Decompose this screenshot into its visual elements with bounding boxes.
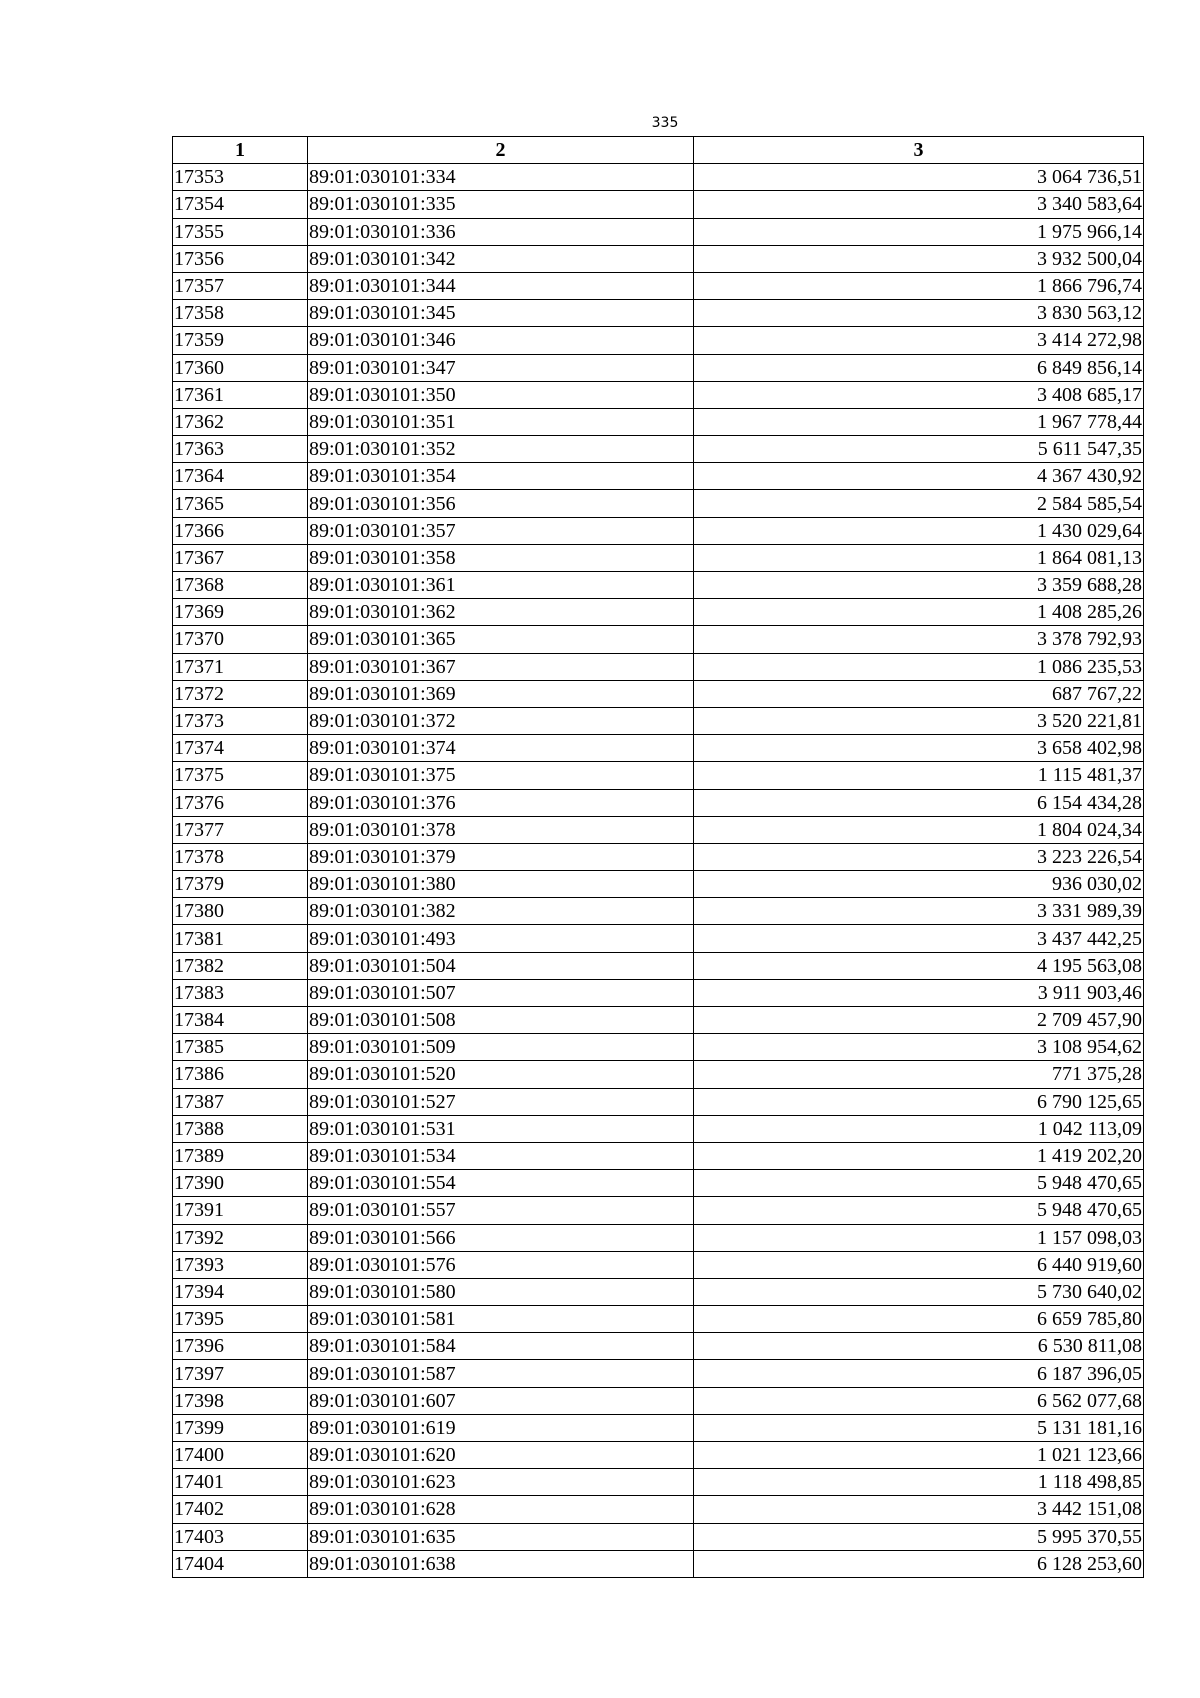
row-number-cell: 17356 bbox=[173, 245, 308, 272]
value-cell: 1 118 498,85 bbox=[694, 1469, 1144, 1496]
table-row bbox=[173, 952, 1144, 979]
value-cell: 1 967 778,44 bbox=[694, 408, 1144, 435]
cadastral-number-cell: 89:01:030101:347 bbox=[308, 354, 694, 381]
column-header-1: 1 bbox=[173, 137, 308, 164]
value-cell: 3 658 402,98 bbox=[694, 735, 1144, 762]
value-cell: 3 414 272,98 bbox=[694, 327, 1144, 354]
value-cell: 6 128 253,60 bbox=[694, 1550, 1144, 1577]
table-row bbox=[173, 735, 1144, 762]
cadastral-number-cell: 89:01:030101:344 bbox=[308, 272, 694, 299]
value-cell: 6 154 434,28 bbox=[694, 789, 1144, 816]
row-number-cell: 17401 bbox=[173, 1469, 308, 1496]
value-cell: 1 419 202,20 bbox=[694, 1142, 1144, 1169]
row-number-cell: 17389 bbox=[173, 1142, 308, 1169]
table-row bbox=[173, 789, 1144, 816]
table-row bbox=[173, 354, 1144, 381]
cadastral-number-cell: 89:01:030101:557 bbox=[308, 1197, 694, 1224]
table-row bbox=[173, 1469, 1144, 1496]
table-row bbox=[173, 626, 1144, 653]
cadastral-number-cell: 89:01:030101:619 bbox=[308, 1414, 694, 1441]
table-row bbox=[173, 1224, 1144, 1251]
cadastral-number-cell: 89:01:030101:520 bbox=[308, 1061, 694, 1088]
value-cell: 6 849 856,14 bbox=[694, 354, 1144, 381]
value-cell: 1 430 029,64 bbox=[694, 517, 1144, 544]
cadastral-number-cell: 89:01:030101:372 bbox=[308, 707, 694, 734]
cadastral-number-cell: 89:01:030101:346 bbox=[308, 327, 694, 354]
table-body bbox=[173, 164, 1144, 1578]
value-cell: 687 767,22 bbox=[694, 680, 1144, 707]
cadastral-number-cell: 89:01:030101:356 bbox=[308, 490, 694, 517]
cadastral-number-cell: 89:01:030101:378 bbox=[308, 816, 694, 843]
table-row bbox=[173, 218, 1144, 245]
table-row bbox=[173, 490, 1144, 517]
row-number-cell: 17385 bbox=[173, 1034, 308, 1061]
table-row bbox=[173, 1387, 1144, 1414]
row-number-cell: 17354 bbox=[173, 191, 308, 218]
row-number-cell: 17394 bbox=[173, 1278, 308, 1305]
table-row bbox=[173, 245, 1144, 272]
row-number-cell: 17380 bbox=[173, 898, 308, 925]
row-number-cell: 17367 bbox=[173, 544, 308, 571]
value-cell: 4 195 563,08 bbox=[694, 952, 1144, 979]
row-number-cell: 17364 bbox=[173, 463, 308, 490]
cadastral-number-cell: 89:01:030101:334 bbox=[308, 164, 694, 191]
table-row bbox=[173, 327, 1144, 354]
row-number-cell: 17365 bbox=[173, 490, 308, 517]
row-number-cell: 17390 bbox=[173, 1170, 308, 1197]
cadastral-number-cell: 89:01:030101:380 bbox=[308, 871, 694, 898]
table-row bbox=[173, 300, 1144, 327]
value-cell: 3 442 151,08 bbox=[694, 1496, 1144, 1523]
table-row bbox=[173, 544, 1144, 571]
column-header-2: 2 bbox=[308, 137, 694, 164]
row-number-cell: 17397 bbox=[173, 1360, 308, 1387]
row-number-cell: 17369 bbox=[173, 599, 308, 626]
row-number-cell: 17382 bbox=[173, 952, 308, 979]
row-number-cell: 17363 bbox=[173, 436, 308, 463]
value-cell: 2 709 457,90 bbox=[694, 1007, 1144, 1034]
value-cell: 6 790 125,65 bbox=[694, 1088, 1144, 1115]
value-cell: 1 086 235,53 bbox=[694, 653, 1144, 680]
value-cell: 1 408 285,26 bbox=[694, 599, 1144, 626]
row-number-cell: 17383 bbox=[173, 979, 308, 1006]
cadastral-number-cell: 89:01:030101:581 bbox=[308, 1306, 694, 1333]
row-number-cell: 17361 bbox=[173, 381, 308, 408]
value-cell: 5 611 547,35 bbox=[694, 436, 1144, 463]
row-number-cell: 17368 bbox=[173, 572, 308, 599]
value-cell: 5 131 181,16 bbox=[694, 1414, 1144, 1441]
value-cell: 1 115 481,37 bbox=[694, 762, 1144, 789]
cadastral-number-cell: 89:01:030101:354 bbox=[308, 463, 694, 490]
table-row bbox=[173, 843, 1144, 870]
value-cell: 771 375,28 bbox=[694, 1061, 1144, 1088]
value-cell: 3 830 563,12 bbox=[694, 300, 1144, 327]
cadastral-number-cell: 89:01:030101:534 bbox=[308, 1142, 694, 1169]
value-cell: 6 530 811,08 bbox=[694, 1333, 1144, 1360]
row-number-cell: 17375 bbox=[173, 762, 308, 789]
row-number-cell: 17360 bbox=[173, 354, 308, 381]
cadastral-number-cell: 89:01:030101:358 bbox=[308, 544, 694, 571]
table-row bbox=[173, 1523, 1144, 1550]
table-row bbox=[173, 1442, 1144, 1469]
table-row bbox=[173, 381, 1144, 408]
table-row bbox=[173, 408, 1144, 435]
table-row bbox=[173, 925, 1144, 952]
value-cell: 5 948 470,65 bbox=[694, 1197, 1144, 1224]
row-number-cell: 17386 bbox=[173, 1061, 308, 1088]
row-number-cell: 17376 bbox=[173, 789, 308, 816]
cadastral-number-cell: 89:01:030101:584 bbox=[308, 1333, 694, 1360]
cadastral-number-cell: 89:01:030101:507 bbox=[308, 979, 694, 1006]
cadastral-number-cell: 89:01:030101:379 bbox=[308, 843, 694, 870]
cadastral-number-cell: 89:01:030101:508 bbox=[308, 1007, 694, 1034]
row-number-cell: 17395 bbox=[173, 1306, 308, 1333]
value-cell: 5 948 470,65 bbox=[694, 1170, 1144, 1197]
cadastral-number-cell: 89:01:030101:336 bbox=[308, 218, 694, 245]
row-number-cell: 17358 bbox=[173, 300, 308, 327]
table-row bbox=[173, 1007, 1144, 1034]
value-cell: 3 932 500,04 bbox=[694, 245, 1144, 272]
cadastral-number-cell: 89:01:030101:576 bbox=[308, 1251, 694, 1278]
row-number-cell: 17384 bbox=[173, 1007, 308, 1034]
row-number-cell: 17379 bbox=[173, 871, 308, 898]
table-row bbox=[173, 1550, 1144, 1577]
value-cell: 1 021 123,66 bbox=[694, 1442, 1144, 1469]
table-row bbox=[173, 816, 1144, 843]
table-row bbox=[173, 1278, 1144, 1305]
row-number-cell: 17381 bbox=[173, 925, 308, 952]
row-number-cell: 17393 bbox=[173, 1251, 308, 1278]
cadastral-number-cell: 89:01:030101:527 bbox=[308, 1088, 694, 1115]
table-row bbox=[173, 1414, 1144, 1441]
cadastral-number-cell: 89:01:030101:361 bbox=[308, 572, 694, 599]
row-number-cell: 17399 bbox=[173, 1414, 308, 1441]
cadastral-number-cell: 89:01:030101:357 bbox=[308, 517, 694, 544]
value-cell: 6 562 077,68 bbox=[694, 1387, 1144, 1414]
cadastral-number-cell: 89:01:030101:620 bbox=[308, 1442, 694, 1469]
value-cell: 3 340 583,64 bbox=[694, 191, 1144, 218]
table-row bbox=[173, 517, 1144, 544]
cadastral-number-cell: 89:01:030101:362 bbox=[308, 599, 694, 626]
value-cell: 6 187 396,05 bbox=[694, 1360, 1144, 1387]
value-cell: 3 437 442,25 bbox=[694, 925, 1144, 952]
value-cell: 6 440 919,60 bbox=[694, 1251, 1144, 1278]
cadastral-number-cell: 89:01:030101:342 bbox=[308, 245, 694, 272]
table-row bbox=[173, 191, 1144, 218]
cadastral-number-cell: 89:01:030101:374 bbox=[308, 735, 694, 762]
row-number-cell: 17355 bbox=[173, 218, 308, 245]
value-cell: 3 408 685,17 bbox=[694, 381, 1144, 408]
table-row bbox=[173, 762, 1144, 789]
data-table bbox=[172, 136, 1144, 1578]
cadastral-number-cell: 89:01:030101:628 bbox=[308, 1496, 694, 1523]
row-number-cell: 17388 bbox=[173, 1115, 308, 1142]
cadastral-number-cell: 89:01:030101:493 bbox=[308, 925, 694, 952]
table-row bbox=[173, 1251, 1144, 1278]
table-row bbox=[173, 1061, 1144, 1088]
row-number-cell: 17391 bbox=[173, 1197, 308, 1224]
table-row bbox=[173, 272, 1144, 299]
table-row bbox=[173, 1115, 1144, 1142]
cadastral-number-cell: 89:01:030101:580 bbox=[308, 1278, 694, 1305]
value-cell: 5 995 370,55 bbox=[694, 1523, 1144, 1550]
row-number-cell: 17400 bbox=[173, 1442, 308, 1469]
table-row bbox=[173, 436, 1144, 463]
value-cell: 3 064 736,51 bbox=[694, 164, 1144, 191]
row-number-cell: 17362 bbox=[173, 408, 308, 435]
cadastral-number-cell: 89:01:030101:504 bbox=[308, 952, 694, 979]
row-number-cell: 17404 bbox=[173, 1550, 308, 1577]
value-cell: 1 804 024,34 bbox=[694, 816, 1144, 843]
table-row bbox=[173, 463, 1144, 490]
cadastral-number-cell: 89:01:030101:607 bbox=[308, 1387, 694, 1414]
value-cell: 1 866 796,74 bbox=[694, 272, 1144, 299]
cadastral-number-cell: 89:01:030101:638 bbox=[308, 1550, 694, 1577]
table-row bbox=[173, 1142, 1144, 1169]
row-number-cell: 17378 bbox=[173, 843, 308, 870]
value-cell: 6 659 785,80 bbox=[694, 1306, 1144, 1333]
cadastral-number-cell: 89:01:030101:352 bbox=[308, 436, 694, 463]
cadastral-number-cell: 89:01:030101:509 bbox=[308, 1034, 694, 1061]
value-cell: 3 108 954,62 bbox=[694, 1034, 1144, 1061]
table-row bbox=[173, 1496, 1144, 1523]
value-cell: 1 157 098,03 bbox=[694, 1224, 1144, 1251]
table-row bbox=[173, 871, 1144, 898]
row-number-cell: 17366 bbox=[173, 517, 308, 544]
row-number-cell: 17370 bbox=[173, 626, 308, 653]
row-number-cell: 17373 bbox=[173, 707, 308, 734]
value-cell: 1 042 113,09 bbox=[694, 1115, 1144, 1142]
table-row bbox=[173, 1197, 1144, 1224]
table-row bbox=[173, 898, 1144, 925]
value-cell: 1 864 081,13 bbox=[694, 544, 1144, 571]
table-row bbox=[173, 1306, 1144, 1333]
row-number-cell: 17377 bbox=[173, 816, 308, 843]
row-number-cell: 17374 bbox=[173, 735, 308, 762]
row-number-cell: 17357 bbox=[173, 272, 308, 299]
cadastral-number-cell: 89:01:030101:345 bbox=[308, 300, 694, 327]
cadastral-number-cell: 89:01:030101:566 bbox=[308, 1224, 694, 1251]
table-row bbox=[173, 707, 1144, 734]
cadastral-number-cell: 89:01:030101:554 bbox=[308, 1170, 694, 1197]
cadastral-number-cell: 89:01:030101:635 bbox=[308, 1523, 694, 1550]
table-row bbox=[173, 653, 1144, 680]
row-number-cell: 17371 bbox=[173, 653, 308, 680]
row-number-cell: 17359 bbox=[173, 327, 308, 354]
cadastral-number-cell: 89:01:030101:369 bbox=[308, 680, 694, 707]
cadastral-number-cell: 89:01:030101:382 bbox=[308, 898, 694, 925]
cadastral-number-cell: 89:01:030101:335 bbox=[308, 191, 694, 218]
cadastral-number-cell: 89:01:030101:350 bbox=[308, 381, 694, 408]
table-row bbox=[173, 979, 1144, 1006]
cadastral-number-cell: 89:01:030101:367 bbox=[308, 653, 694, 680]
value-cell: 3 520 221,81 bbox=[694, 707, 1144, 734]
table-row bbox=[173, 1360, 1144, 1387]
cadastral-number-cell: 89:01:030101:587 bbox=[308, 1360, 694, 1387]
table-row bbox=[173, 1170, 1144, 1197]
cadastral-number-cell: 89:01:030101:376 bbox=[308, 789, 694, 816]
row-number-cell: 17387 bbox=[173, 1088, 308, 1115]
value-cell: 3 331 989,39 bbox=[694, 898, 1144, 925]
cadastral-number-cell: 89:01:030101:375 bbox=[308, 762, 694, 789]
value-cell: 3 378 792,93 bbox=[694, 626, 1144, 653]
value-cell: 3 223 226,54 bbox=[694, 843, 1144, 870]
value-cell: 2 584 585,54 bbox=[694, 490, 1144, 517]
cadastral-number-cell: 89:01:030101:623 bbox=[308, 1469, 694, 1496]
table-row bbox=[173, 572, 1144, 599]
table-row bbox=[173, 680, 1144, 707]
row-number-cell: 17398 bbox=[173, 1387, 308, 1414]
table-row bbox=[173, 599, 1144, 626]
value-cell: 1 975 966,14 bbox=[694, 218, 1144, 245]
row-number-cell: 17402 bbox=[173, 1496, 308, 1523]
value-cell: 3 911 903,46 bbox=[694, 979, 1144, 1006]
row-number-cell: 17392 bbox=[173, 1224, 308, 1251]
cadastral-number-cell: 89:01:030101:365 bbox=[308, 626, 694, 653]
column-header-3: 3 bbox=[694, 137, 1144, 164]
cadastral-number-cell: 89:01:030101:531 bbox=[308, 1115, 694, 1142]
value-cell: 4 367 430,92 bbox=[694, 463, 1144, 490]
table-row bbox=[173, 164, 1144, 191]
page-number: 335 bbox=[651, 115, 679, 131]
table-row bbox=[173, 1034, 1144, 1061]
row-number-cell: 17372 bbox=[173, 680, 308, 707]
value-cell: 3 359 688,28 bbox=[694, 572, 1144, 599]
table-row bbox=[173, 1333, 1144, 1360]
row-number-cell: 17353 bbox=[173, 164, 308, 191]
table-row bbox=[173, 1088, 1144, 1115]
value-cell: 5 730 640,02 bbox=[694, 1278, 1144, 1305]
row-number-cell: 17403 bbox=[173, 1523, 308, 1550]
value-cell: 936 030,02 bbox=[694, 871, 1144, 898]
cadastral-number-cell: 89:01:030101:351 bbox=[308, 408, 694, 435]
row-number-cell: 17396 bbox=[173, 1333, 308, 1360]
header-row bbox=[173, 137, 1144, 164]
